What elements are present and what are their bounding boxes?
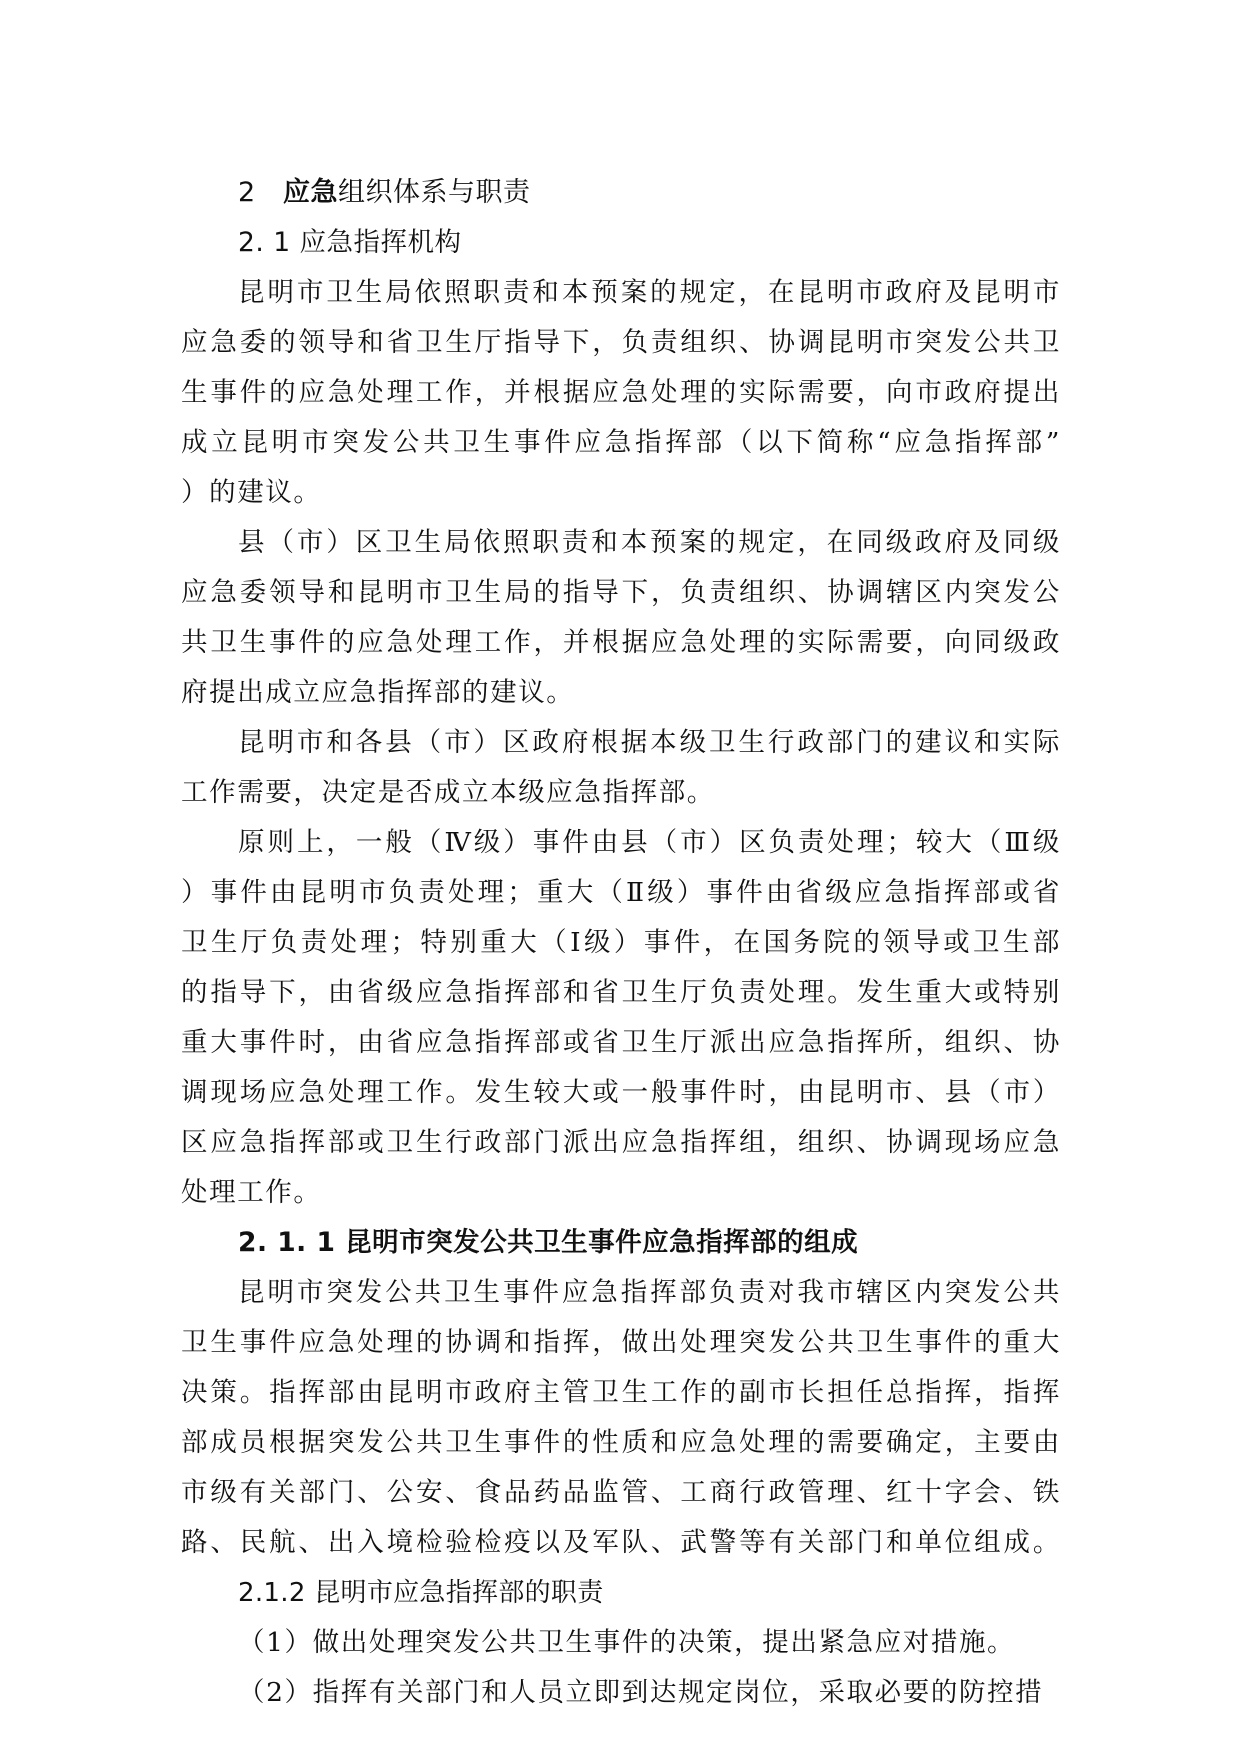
text-line: 共卫生事件的应急处理工作，并根据应急处理的实际需要，向同级政 [181, 627, 1061, 658]
text-line: 调现场应急处理工作。发生较大或一般事件时，由昆明市、县（市） [181, 1077, 1061, 1108]
text-line: 原则上，一般（Ⅳ级）事件由县（市）区负责处理；较大（Ⅲ级 [238, 827, 1061, 858]
paragraph-1 [181, 268, 1061, 518]
text-line: 的指导下，由省级应急指挥部和省卫生厅负责处理。发生重大或特别 [181, 977, 1061, 1008]
duty-list [181, 1618, 1061, 1718]
text-line: 府提出成立应急指挥部的建议。 [181, 677, 575, 708]
text-line: ）事件由昆明市负责处理；重大（Ⅱ级）事件由省级应急指挥部或省 [181, 877, 1061, 908]
paragraph-2 [181, 518, 1061, 718]
document-body [181, 168, 1061, 1718]
text-line: 处理工作。 [181, 1177, 322, 1208]
text-line: 市级有关部门、公安、食品药品监管、工商行政管理、红十字会、铁 [181, 1477, 1061, 1508]
list-item: （2）指挥有关部门和人员立即到达规定岗位，采取必要的防控措 [238, 1677, 1044, 1708]
text-line: 成立昆明市突发公共卫生事件应急指挥部（以下简称“应急指挥部” [181, 427, 1061, 458]
paragraph-4 [181, 818, 1061, 1218]
section-number: 2 [238, 177, 256, 208]
text-line: 生事件的应急处理工作，并根据应急处理的实际需要，向市政府提出 [181, 377, 1061, 408]
text-line: 工作需要，决定是否成立本级应急指挥部。 [181, 777, 715, 808]
text-line: 县（市）区卫生局依照职责和本预案的规定，在同级政府及同级 [238, 527, 1061, 558]
paragraph-5 [181, 1268, 1061, 1568]
subsection-heading-2-1-1: 2. 1. 1 昆明市突发公共卫生事件应急指挥部的组成 [238, 1227, 859, 1258]
text-line: 应急委的领导和省卫生厅指导下，负责组织、协调昆明市突发公共卫 [181, 327, 1061, 358]
text-line: ）的建议。 [181, 477, 322, 508]
section-heading-2 [181, 168, 1061, 218]
text-line: 区应急指挥部或卫生行政部门派出应急指挥组，组织、协调现场应急 [181, 1127, 1061, 1158]
section-title-rest: 组织体系与职责 [338, 177, 531, 208]
text-line: 卫生事件应急处理的协调和指挥，做出处理突发公共卫生事件的重大 [181, 1327, 1061, 1358]
subsection-heading-2-1: 2. 1 应急指挥机构 [238, 227, 462, 258]
text-line: 决策。指挥部由昆明市政府主管卫生工作的副市长担任总指挥，指挥 [181, 1377, 1061, 1408]
text-line: 重大事件时，由省应急指挥部或省卫生厅派出应急指挥所，组织、协 [181, 1027, 1061, 1058]
text-line: 昆明市卫生局依照职责和本预案的规定，在昆明市政府及昆明市 [238, 277, 1061, 308]
section-title-bold: 应急 [283, 177, 338, 208]
text-line: 应急委领导和昆明市卫生局的指导下，负责组织、协调辖区内突发公 [181, 577, 1061, 608]
text-line: 路、民航、出入境检验检疫以及军队、武警等有关部门和单位组成。 [181, 1527, 1061, 1558]
paragraph-3 [181, 718, 1061, 818]
text-line: 部成员根据突发公共卫生事件的性质和应急处理的需要确定，主要由 [181, 1427, 1061, 1458]
text-line: 昆明市和各县（市）区政府根据本级卫生行政部门的建议和实际 [238, 727, 1061, 758]
text-line: 昆明市突发公共卫生事件应急指挥部负责对我市辖区内突发公共 [238, 1277, 1061, 1308]
list-item: （1）做出处理突发公共卫生事件的决策，提出紧急应对措施。 [238, 1627, 1016, 1658]
subsection-heading-2-1-2: 2.1.2 昆明市应急指挥部的职责 [238, 1578, 604, 1608]
text-line: 卫生厅负责处理；特别重大（Ⅰ级）事件，在国务院的领导或卫生部 [181, 927, 1061, 958]
